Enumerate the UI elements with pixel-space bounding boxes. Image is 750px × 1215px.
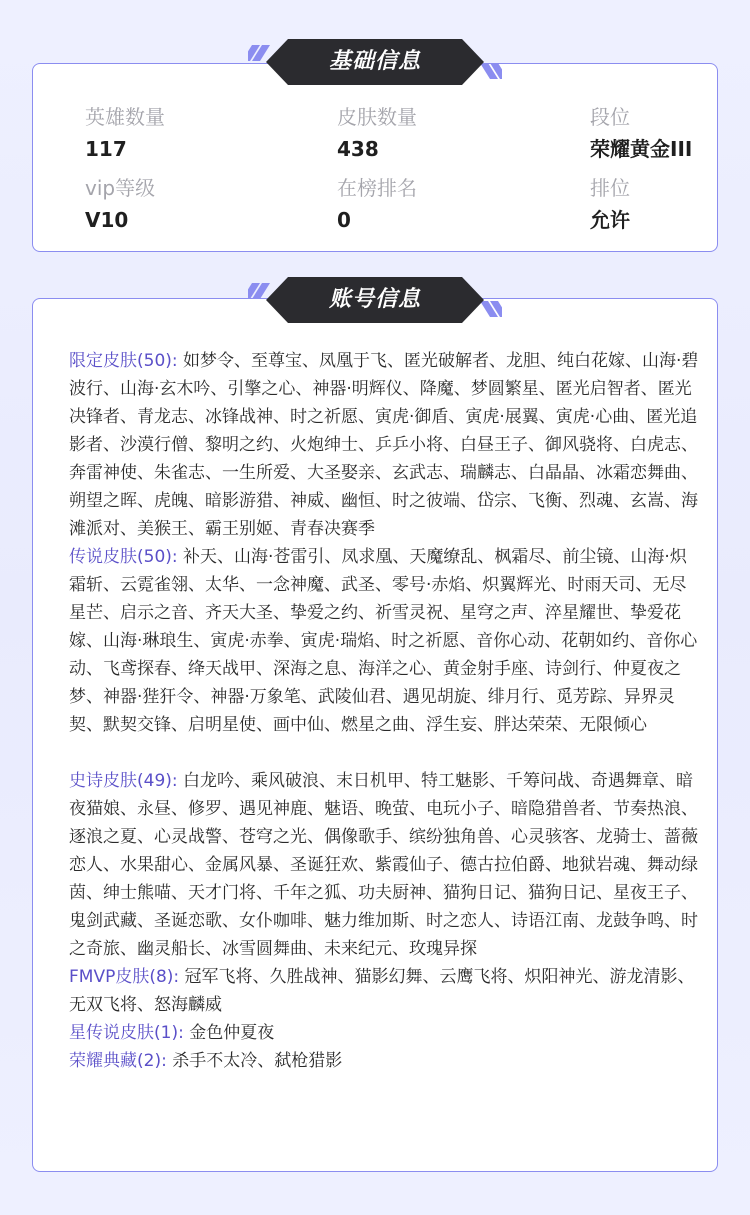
- skin-items: 补天、山海·苍雷引、凤求凰、天魔缭乱、枫霜尽、前尘镜、山海·炽霜斩、云霓雀翎、太华、一念神魔、武圣、零号·赤焰、炽翼辉光、时雨天司、无尽星芒、启示之音、齐天大圣、挚爱之约、祈雪灵祝、星穹之声、淬星耀世、挚爱花嫁、山海·琳琅生、寅虎·赤拳、寅虎·瑞焰、时之祈愿、音你心动、花朝如约、音你心动、飞鸢探春、绛天战甲、深海之息、海洋之心、黄金射手座、诗剑行、仲夏夜之梦、神器·狴犴令、神器·万象笔、武陵仙君、遇见胡旋、绯月行、觅芳踪、异界灵契、默契交锋、启明星使、画中仙、燃星之曲、浮生妄、胖达荣荣、无限倾心: [69, 547, 698, 735]
- stat-vip-level: [85, 175, 155, 233]
- stat-label: vip等级: [85, 176, 156, 200]
- stat-hero-count: [85, 104, 165, 162]
- stat-value: V10: [85, 208, 129, 232]
- skin-group-fmvp: [69, 963, 699, 1019]
- stat-value: 117: [85, 137, 127, 161]
- skin-category-label: 史诗皮肤(49):: [69, 771, 178, 791]
- skin-group-limited: [69, 347, 699, 543]
- stat-value: 允许: [590, 208, 630, 232]
- skin-category-label: 星传说皮肤(1):: [69, 1023, 184, 1043]
- account-info-title: 账号信息: [328, 287, 421, 312]
- stat-leaderboard-rank: [337, 175, 417, 233]
- stat-skin-count: [337, 104, 417, 162]
- skin-category-label: 传说皮肤(50):: [69, 547, 178, 567]
- stat-label: 皮肤数量: [337, 105, 417, 129]
- skin-category-label: 荣耀典藏(2):: [69, 1051, 167, 1071]
- skin-items: 白龙吟、乘风破浪、末日机甲、特工魅影、千筹问战、奇遇舞章、暗夜猫娘、永昼、修罗、遇见神鹿、魅语、晚萤、电玩小子、暗隐猎兽者、节奏热浪、逐浪之夏、心灵战警、苍穹之光、偶像歌手、缤纷独角兽、心灵骇客、龙骑士、蔷薇恋人、水果甜心、金属风暴、圣诞狂欢、紫霞仙子、德古拉伯爵、地狱岩魂、舞动绿茵、绅士熊喵、天才门将、千年之狐、功夫厨神、猫狗日记、猫狗日记、星夜王子、鬼剑武藏、圣诞恋歌、女仆咖啡、魅力维加斯、时之恋人、诗语江南、龙鼓争鸣、时之奇旅、幽灵船长、冰雪圆舞曲、未来纪元、玫瑰异探: [69, 771, 698, 959]
- divider: [69, 739, 699, 767]
- stat-label: 英雄数量: [85, 105, 165, 129]
- basic-info-title: 基础信息: [328, 49, 421, 74]
- skin-group-glory-collection: [69, 1047, 699, 1075]
- stat-value: 0: [337, 208, 351, 232]
- skin-category-label: 限定皮肤(50):: [69, 351, 178, 371]
- skin-items: 冠军飞将、久胜战神、猫影幻舞、云鹰飞将、炽阳神光、游龙清影、无双飞将、怒海麟威: [69, 967, 695, 1015]
- basic-info-card: [32, 63, 718, 252]
- stat-rank-tier: [590, 104, 692, 162]
- skin-items: 杀手不太冷、弑枪猎影: [172, 1051, 343, 1071]
- skin-items: 如梦令、至尊宝、凤凰于飞、匿光破解者、龙胆、纯白花嫁、山海·碧波行、山海·玄木吟、引擎之心、神器·明辉仪、降魔、梦圆繁星、匿光启智者、匿光决锋者、青龙志、冰锋战神、时之祈愿、寅虎·御盾、寅虎·展翼、寅虎·心曲、匿光追影者、沙漠行僧、黎明之约、火炮绅士、乒乒小将、白昼王子、御风骁将、白虎志、奔雷神使、朱雀志、一生所爱、大圣娶亲、玄武志、瑞麟志、白晶晶、冰霜恋舞曲、朔望之晖、虎魄、暗影游猎、神威、幽恒、时之彼端、岱宗、飞衡、烈魂、玄嵩、海滩派对、美猴王、霸王别姬、青春决赛季: [69, 351, 699, 539]
- skin-group-star-legend: [69, 1019, 699, 1047]
- stat-label: 在榜排名: [337, 176, 417, 200]
- skin-list: [69, 347, 699, 1075]
- account-info-card: [32, 298, 718, 1172]
- stat-label: 排位: [590, 176, 630, 200]
- stat-ranked-allowed: [590, 175, 630, 233]
- skin-group-epic: [69, 767, 699, 963]
- stat-label: 段位: [590, 105, 630, 129]
- stat-value: 荣耀黄金III: [590, 137, 693, 161]
- basic-info-banner: [248, 39, 502, 85]
- skin-items: 金色仲夏夜: [189, 1023, 275, 1043]
- stat-value: 438: [337, 137, 379, 161]
- skin-group-legendary: [69, 543, 699, 739]
- account-info-banner: [248, 277, 502, 323]
- skin-category-label: FMVP皮肤(8):: [69, 967, 180, 987]
